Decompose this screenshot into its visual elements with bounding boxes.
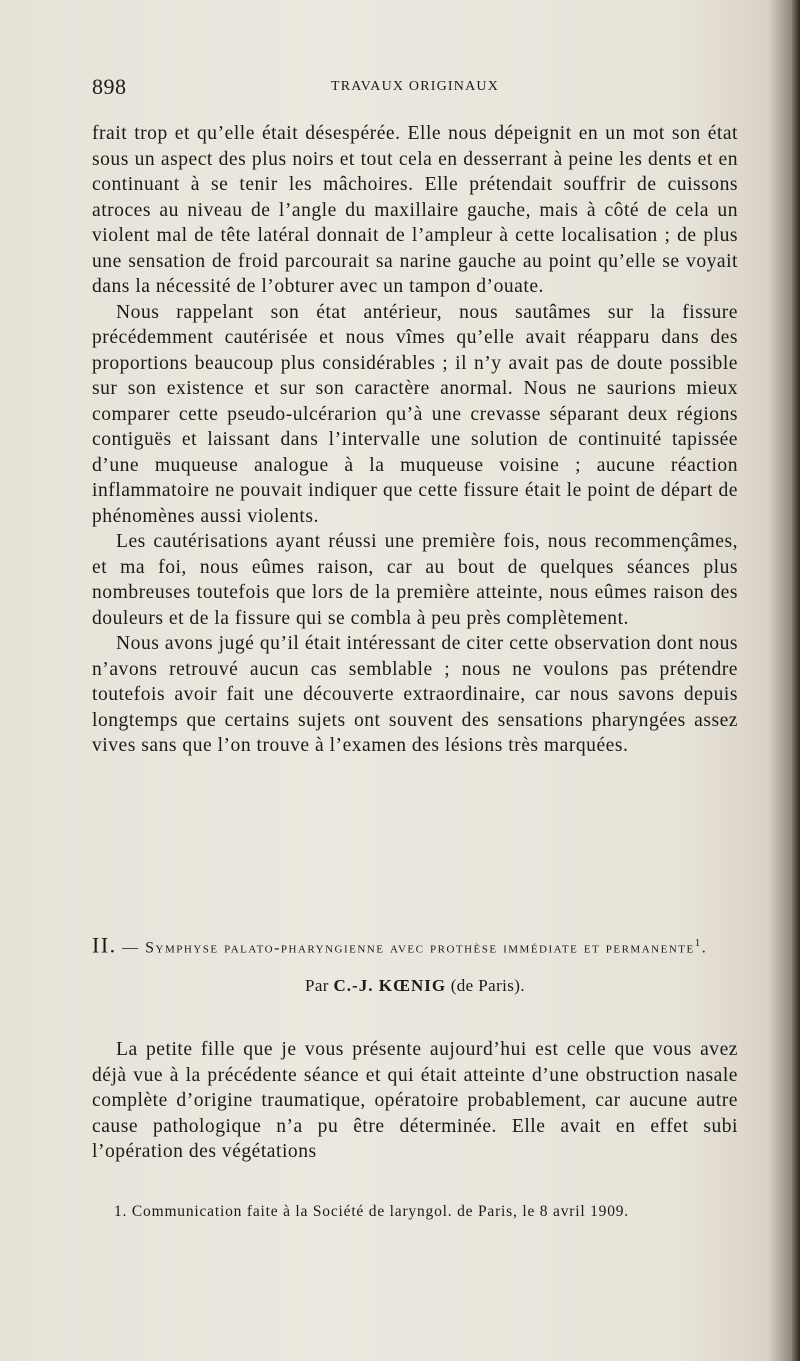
author-prefix: Par bbox=[305, 976, 329, 996]
section-title bbox=[92, 927, 738, 964]
section-title-end: . bbox=[701, 939, 708, 957]
author-line bbox=[92, 976, 738, 996]
footnote-mark: 1 bbox=[694, 937, 702, 949]
footnote bbox=[92, 1201, 738, 1222]
running-head: TRAVAUX ORIGINAUX bbox=[330, 79, 500, 94]
footnote-text: 1. Communication faite à la Société de laryngol. de Paris, le 8 avril 1909. bbox=[114, 1203, 629, 1220]
paragraph-1: frait trop et qu’elle était désespérée. Elle nous dépeignit en un mot son état sous un aspect des plus noirs et tout cela en desserrant à peine les dents et en continuant à se tenir les mâchoires. Elle prétendait souffrir de cuissons atroces au niveau de l’angle du maxillaire gauche, mais à côté de cela un violent mal de tête latéral donnait de l’ampleur à cette localisation ; de plus une sensation de froid parcourait sa narine gauche au point qu’elle se voyait dans la nécessité de l’obturer avec un tampon d’ouate. bbox=[92, 123, 738, 297]
author-affiliation: (de Paris). bbox=[450, 976, 525, 996]
paragraph-3: Les cautérisations ayant réussi une première fois, nous recommençâmes, et ma foi, nous eûmes raison, car au bout de quelques séances plus nombreuses toutefois que lors de la première atteinte, nous eûmes raison des douleurs et de la fissure qui se combla à peu près complètement. bbox=[92, 531, 738, 629]
section-body bbox=[92, 1037, 738, 1165]
page-header bbox=[92, 74, 738, 102]
section-number: II. bbox=[92, 932, 117, 958]
section-title-text: Symphyse palato-pharyngienne avec prothèse immédiate et permanente bbox=[145, 939, 695, 957]
page-number: 898 bbox=[92, 74, 127, 99]
author-name: C.-J. KŒNIG bbox=[333, 976, 447, 996]
body-text bbox=[92, 121, 738, 759]
section-dash: — bbox=[122, 939, 140, 957]
book-spine-shadow bbox=[792, 0, 800, 1361]
section-heading bbox=[92, 927, 738, 996]
paragraph-2: Nous rappelant son état antérieur, nous sautâmes sur la fissure précédemment cautérisée et nous vîmes qu’elle avait réapparu dans des proportions beaucoup plus considérables ; il n’y avait pas de doute possible sur son existence et sur son caractère anormal. Nous ne saurions mieux comparer cette pseudo-ulcérarion qu’à une crevasse séparant deux régions contiguës et laissant dans l’intervalle une solution de continuité tapissée d’une muqueuse analogue à la muqueuse voisine ; aucune réaction inflammatoire ne pouvait indiquer que cette fissure était le point de départ de phénomènes aussi violents. bbox=[92, 301, 738, 527]
section-paragraph-1: La petite fille que je vous présente aujourd’hui est celle que vous avez déjà vue à la précédente séance et qui était atteinte d’une obstruction nasale complète d’origine traumatique, opératoire probablement, car aucune autre cause pathologique n’a pu être déterminée. Elle avait en effet subi l’opération des végétations bbox=[92, 1039, 738, 1162]
paragraph-4: Nous avons jugé qu’il était intéressant de citer cette observation dont nous n’avons retrouvé aucun cas semblable ; nous ne voulons pas prétendre toutefois avoir fait une découverte extraordinaire, car nous savons depuis longtemps que certains sujets ont souvent des sensations pharyngées assez vives sans que l’on trouve à l’examen des lésions très marquées. bbox=[92, 633, 738, 756]
